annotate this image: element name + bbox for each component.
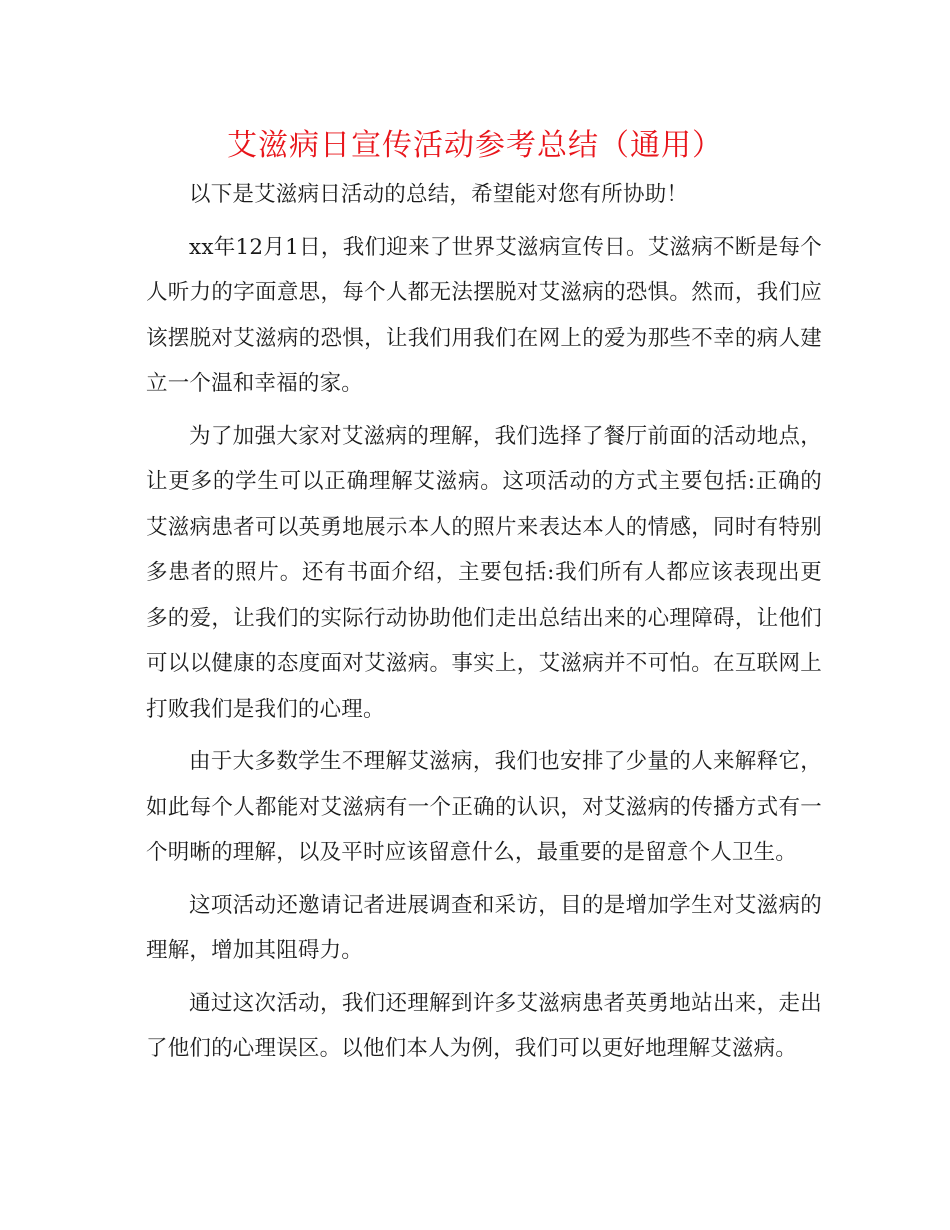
paragraph-intro: 以下是艾滋病日活动的总结，希望能对您有所协助！	[189, 182, 689, 207]
paragraph-reporters: 这项活动还邀请记者进展调查和采访，目的是增加学生对艾滋病的理解，增加其阻碍力。	[146, 892, 822, 963]
paragraph-aids-day: xx年12月1日，我们迎来了世界艾滋病宣传日。艾滋病不断是每个人听力的字面意思，每个人都无法摆脱对艾滋病的恐惧。然而，我们应该摆脱对艾滋病的恐惧，让我们用我们在网上的爱为那些不幸的病人建立一个温和幸福的家。	[146, 234, 822, 396]
paragraph-conclusion: 通过这次活动，我们还理解到许多艾滋病患者英勇地站出来，走出了他们的心理误区。以他们本人为例，我们可以更好地理解艾滋病。	[146, 990, 822, 1061]
document-body	[146, 172, 822, 1079]
paragraph-explanation: 由于大多数学生不理解艾滋病，我们也安排了少量的人来解释它，如此每个人都能对艾滋病有一个正确的认识，对艾滋病的传播方式有一个明晰的理解，以及平时应该留意什么，最重要的是留意个人卫生。	[146, 749, 822, 865]
paragraph-activity: 为了加强大家对艾滋病的理解，我们选择了餐厅前面的活动地点，让更多的学生可以正确理解艾滋病。这项活动的方式主要包括:正确的艾滋病患者可以英勇地展示本人的照片来表达本人的情感，同时有特别多患者的照片。还有书面介绍，主要包括:我们所有人都应该表现出更多的爱，让我们的实际行动协助他们走出总结出来的心理障碍，让他们可以以健康的态度面对艾滋病。事实上，艾滋病并不可怕。在互联网上打败我们是我们的心理。	[146, 423, 822, 722]
document-title: 艾滋病日宣传活动参考总结（通用）	[227, 128, 723, 163]
